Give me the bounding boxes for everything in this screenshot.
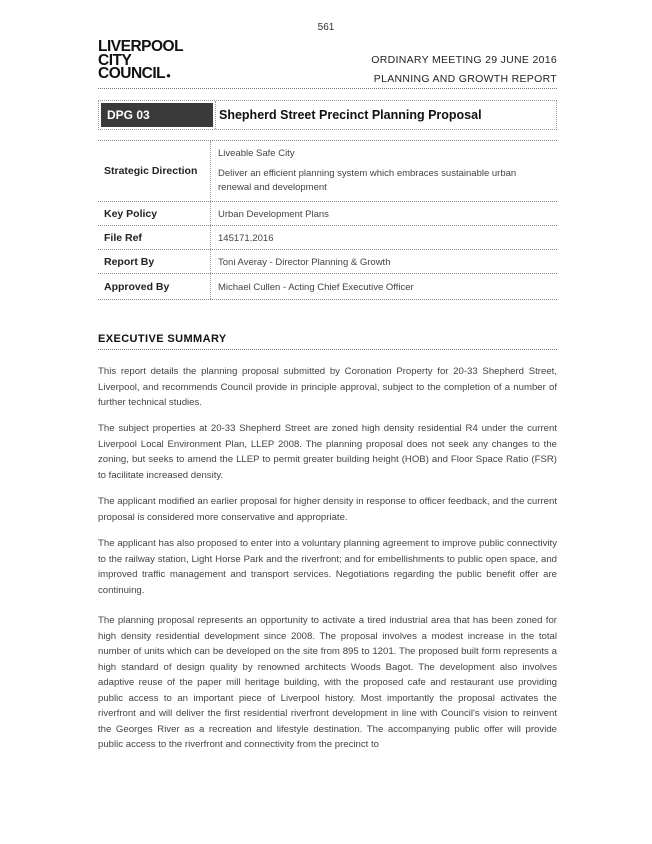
report-title: PLANNING AND GROWTH REPORT bbox=[373, 73, 557, 85]
item-code-badge: DPG 03 bbox=[101, 103, 213, 127]
column-divider bbox=[210, 274, 211, 299]
details-value: Liveable Safe City bbox=[218, 148, 295, 159]
details-label: Key Policy bbox=[104, 208, 158, 220]
details-label: Approved By bbox=[104, 281, 170, 293]
header-divider bbox=[98, 88, 557, 89]
summary-paragraph: The planning proposal represents an opportunity to activate a tired industrial area that has been zoned for high density residential development since 2008. The proposal involves a modest increase in the total number of units which can be developed on the site from 895 to 1201. The proposed built form represents a high standard of design quality by renowned architects Woods Bagot. The development also involves adaptive reuse of the paper mill heritage building, with the proposed cafe and restaurant use providing public access to an important piece of Liverpool history. Most importantly the proposal activates the riverfront and will deliver the first residential riverfront development in line with Council's vision to reinvent the Georges River as a recreation and lifestyle destination. The accompanying public offer will provide public access to the riverfront and connectivity from the precinct to bbox=[98, 615, 557, 750]
details-value: 145171.2016 bbox=[218, 233, 274, 244]
logo-line-2: CITY bbox=[98, 51, 132, 69]
page-number: 561 bbox=[317, 22, 335, 33]
details-value: Toni Averay - Director Planning & Growth bbox=[218, 257, 391, 268]
details-row-approved-by bbox=[98, 274, 557, 300]
details-value-secondary: Deliver an efficient planning system which embraces sustainable urban renewal and development bbox=[218, 168, 517, 193]
logo-line-1: LIVERPOOL bbox=[98, 38, 184, 55]
meeting-title: ORDINARY MEETING 29 JUNE 2016 bbox=[371, 54, 557, 66]
details-row-key-policy bbox=[98, 202, 557, 226]
column-divider bbox=[210, 226, 211, 249]
logo-line-3 bbox=[98, 67, 183, 83]
details-label: File Ref bbox=[104, 232, 142, 244]
council-logo bbox=[98, 40, 183, 83]
details-label: Report By bbox=[104, 256, 155, 268]
column-divider bbox=[210, 202, 211, 225]
summary-paragraph: This report details the planning proposal submitted by Coronation Property for 20-33 Shepherd Street, Liverpool, and recommends Council provide in principle approval, subject to the completion of a number of further technical studies. bbox=[98, 366, 557, 408]
item-title: Shepherd Street Precinct Planning Proposal bbox=[219, 108, 482, 122]
summary-paragraph: The applicant has also proposed to enter into a voluntary planning agreement to improve public connectivity to the railway station, Light Horse Park and the riverfront; and for embellishments to public open space, and improved traffic management and transport services. Negotiations regarding the public benefit offer are continuing. bbox=[98, 538, 557, 596]
details-value: Michael Cullen - Acting Chief Executive Officer bbox=[218, 282, 414, 293]
summary-paragraph: The applicant modified an earlier proposal for higher density in response to officer feedback, and the current proposal is considered more conservative and appropriate. bbox=[98, 496, 557, 523]
details-row-report-by bbox=[98, 250, 557, 274]
details-value: Urban Development Plans bbox=[218, 209, 329, 220]
title-divider bbox=[215, 101, 216, 129]
details-row-file-ref bbox=[98, 226, 557, 250]
section-heading: EXECUTIVE SUMMARY bbox=[98, 333, 227, 345]
column-divider bbox=[210, 250, 211, 273]
logo-line-3-text: COUNCIL bbox=[98, 65, 166, 82]
section-divider bbox=[98, 349, 557, 350]
details-table bbox=[98, 140, 557, 300]
details-row-strategic-direction bbox=[98, 140, 557, 202]
item-title-row bbox=[98, 100, 557, 130]
column-divider bbox=[210, 141, 211, 201]
summary-paragraph: The subject properties at 20-33 Shepherd Street are zoned high density residential R4 under the current Liverpool Local Environment Plan, LLEP 2008. The planning proposal does not seek any changes to the zoning, but seeks to amend the LLEP to permit greater building height (HOB) and Floor Space Ratio (FSR) to facilitate increased density. bbox=[98, 423, 557, 481]
logo-mark-icon: ● bbox=[166, 71, 171, 80]
details-label: Strategic Direction bbox=[104, 165, 198, 177]
